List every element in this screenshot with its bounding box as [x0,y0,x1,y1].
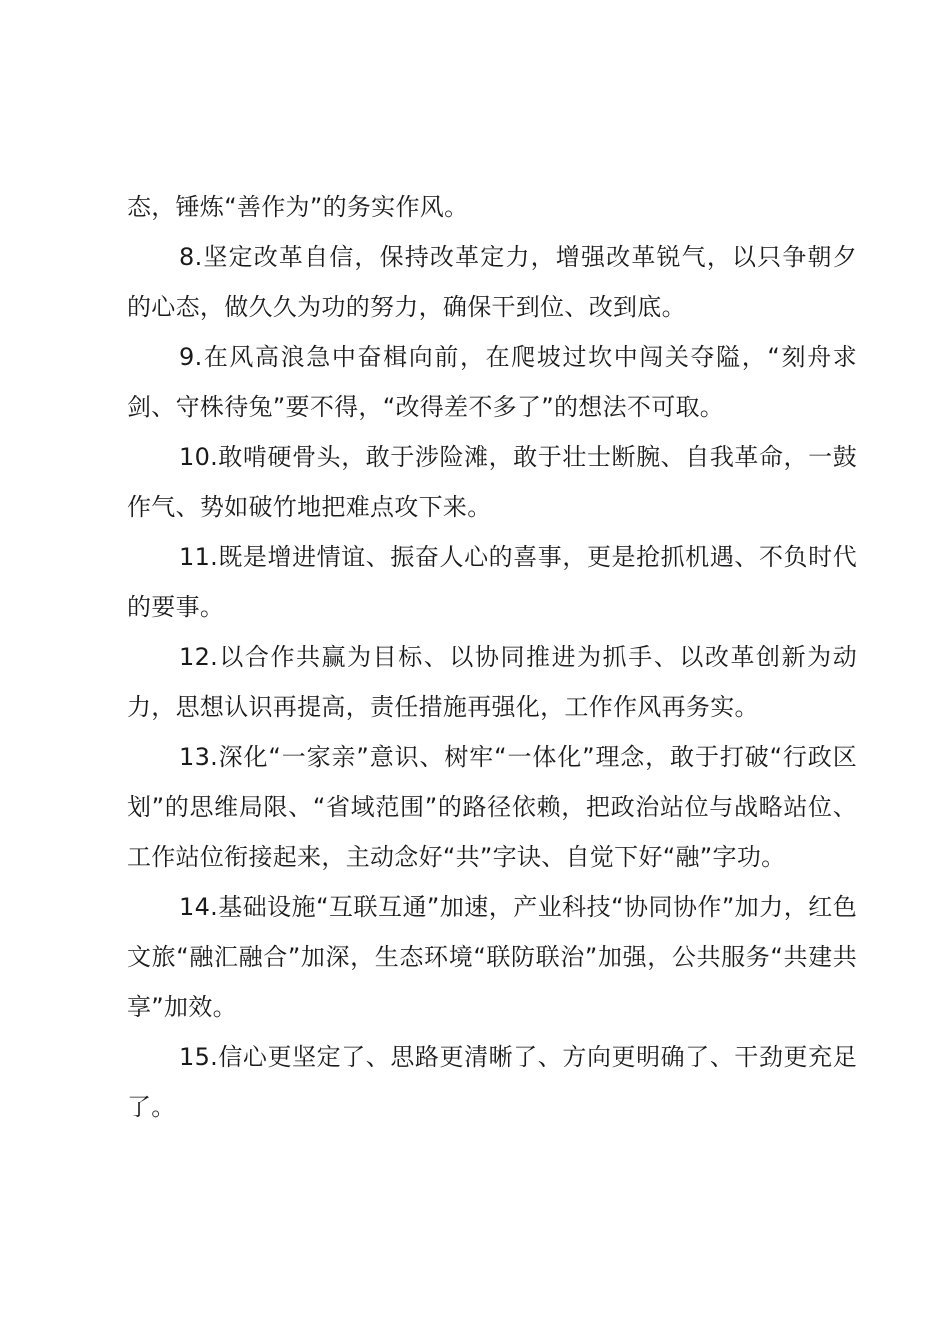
paragraph-item-14: 14.基础设施“互联互通”加速，产业科技“协同协作”加力，红色文旅“融汇融合”加深，生态环境“联防联治”加强，公共服务“共建共享”加效。 [127,893,857,1021]
paragraph-item-15: 15.信心更坚定了、思路更清晰了、方向更明确了、干劲更充足了。 [127,1043,857,1121]
paragraph-item-10: 10.敢啃硬骨头，敢于涉险滩，敢于壮士断腕、自我革命，一鼓作气、势如破竹地把难点攻下来。 [127,443,857,521]
paragraph-item-11: 11.既是增进情谊、振奋人心的喜事，更是抢抓机遇、不负时代的要事。 [127,543,857,621]
document-body [127,182,857,1132]
paragraph-item-12: 12.以合作共赢为目标、以协同推进为抓手、以改革创新为动力，思想认识再提高，责任措施再强化，工作作风再务实。 [127,643,857,721]
paragraph-item-9: 9.在风高浪急中奋楫向前，在爬坡过坎中闯关夺隘，“刻舟求剑、守株待兔”要不得，“改得差不多了”的想法不可取。 [127,343,857,421]
paragraph-continuation: 态，锤炼“善作为”的务实作风。 [127,193,469,221]
paragraph-item-8: 8.坚定改革自信，保持改革定力，增强改革锐气，以只争朝夕的心态，做久久为功的努力，确保干到位、改到底。 [127,243,857,321]
paragraph-item-13: 13.深化“一家亲”意识、树牢“一体化”理念，敢于打破“行政区划”的思维局限、“省域范围”的路径依赖，把政治站位与战略站位、工作站位衔接起来，主动念好“共”字诀、自觉下好“融”字功。 [127,743,857,871]
